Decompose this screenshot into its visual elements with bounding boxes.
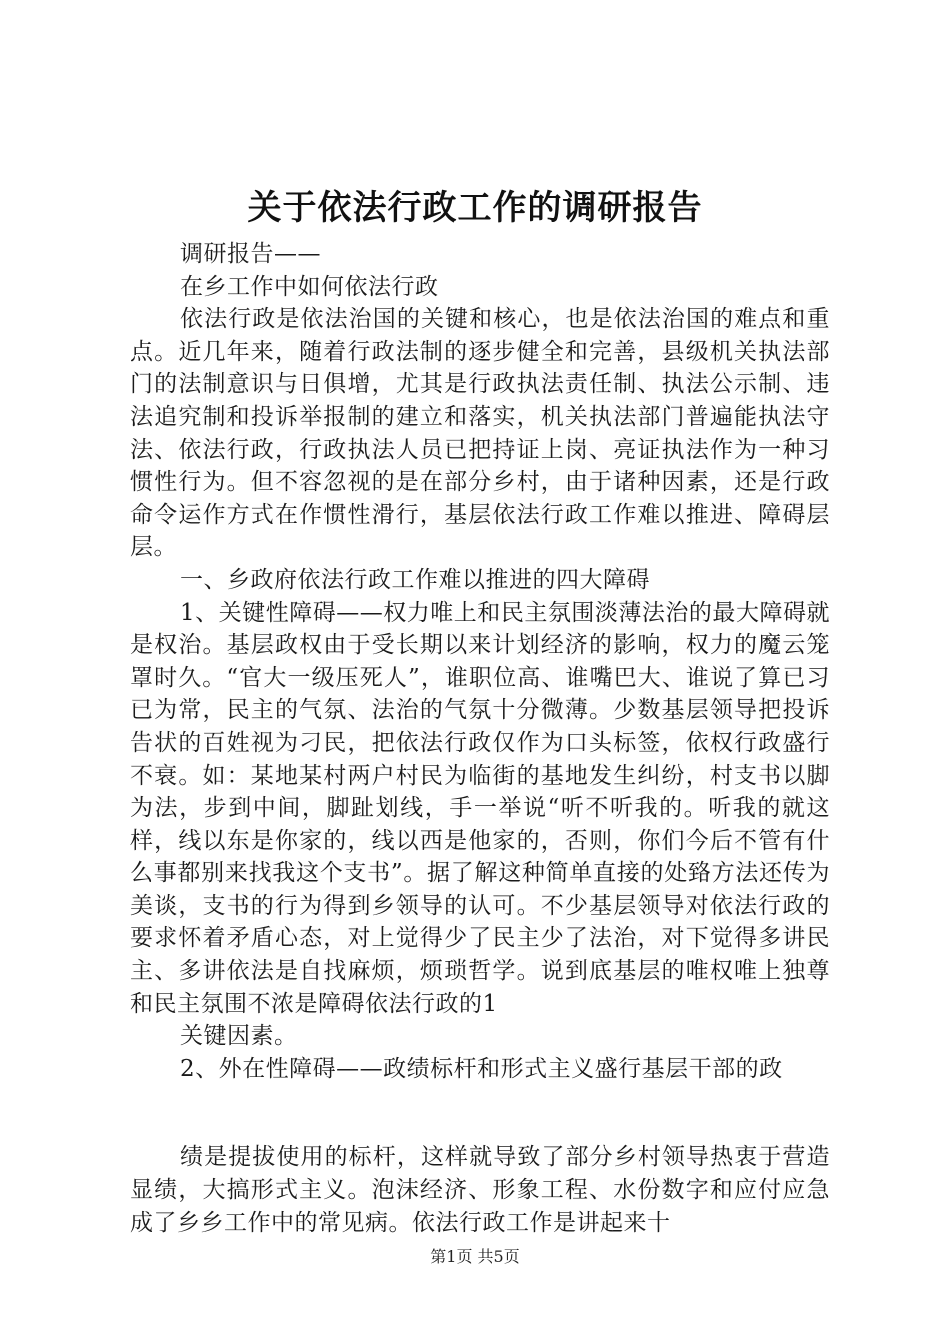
paragraph-gap — [130, 1085, 830, 1141]
paragraph-obstacle-2: 2、外在性障碍——政绩标杆和形式主义盛行基层干部的政 — [180, 1055, 783, 1082]
paragraph-intro: 依法行政是依法治国的关键和核心，也是依法治国的难点和重点。近几年来，随着行政法制的逐步健全和完善，县级机关执法部门的法制意识与日俱增，尤其是行政执法责任制、执法公示制、违法追究制和投诉举报制的建立和落实，机关执法部门普遍能执法守法、依法行政，行政执法人员已把持证上岗、亮证执法作为一种习惯性行为。但不容忽视的是在部分乡村，由于诸种因素，还是行政命令运作方式在作惯性滑行，基层依法行政工作难以推进、障碍层层。 — [130, 306, 830, 561]
document-body — [130, 238, 830, 1239]
section-heading: 一、乡政府依法行政工作难以推进的四大障碍 — [180, 566, 650, 593]
paragraph-subtitle-2: 在乡工作中如何依法行政 — [180, 273, 439, 300]
paragraph-subtitle-1: 调研报告—— — [180, 241, 321, 267]
page-number: 第1页 共5页 — [430, 1247, 520, 1266]
paragraph-key-factors: 关键因素。 — [180, 1023, 298, 1050]
paragraph-obstacle-2-cont: 绩是提拔使用的标杆，这样就导致了部分乡村领导热衷于营造显绩，大搞形式主义。泡沫经济、形象工程、水份数字和应付应急成了乡乡工作中的常见病。依法行政工作是讲起来十 — [130, 1144, 830, 1236]
paragraph-obstacle-1: 1、关键性障碍——权力唯上和民主氛围淡薄法治的最大障碍就是权治。基层政权由于受长期以来计划经济的影响，权力的魔云笼罩时久。“官大一级压死人”，谁职位高、谁嘴巴大、谁说了算已习已为常，民主的气氛、法治的气氛十分微薄。少数基层领导把投诉告状的百姓视为刁民，把依法行政仅作为口头标签，依权行政盛行不衰。如：某地某村两户村民为临街的基地发生纠纷，村支书以脚为法，步到中间，脚趾划线，手一举说“听不听我的。听我的就这样，线以东是你家的，线以西是他家的，否则，你们今后不管有什么事都别来找我这个支书”。据了解这种简单直接的处臵方法还传为美谈，支书的行为得到乡领导的认可。不少基层领导对依法行政的要求怀着矛盾心态，对上觉得少了民主少了法治，对下觉得多讲民主、多讲依法是自找麻烦，烦琐哲学。说到底基层的唯权唯上独尊和民主氛围不浓是障碍依法行政的1 — [130, 599, 830, 1017]
document-title: 关于依法行政工作的调研报告 — [247, 188, 703, 228]
